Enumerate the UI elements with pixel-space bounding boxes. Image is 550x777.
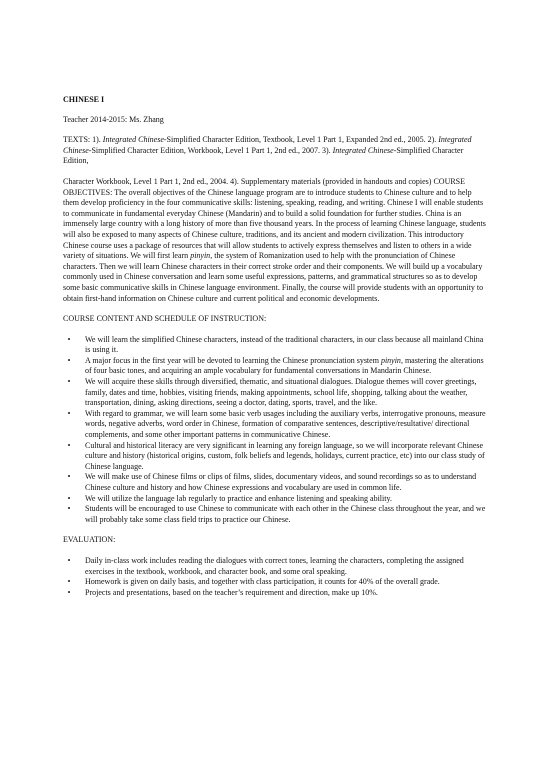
text-run: We will learn the simplified Chinese characters, instead of the traditional characters, in our class because all mainland China is using it. (85, 334, 484, 355)
text-run: Character Workbook, Level 1 Part 1, 2nd ed., 2004. 4). Supplementary materials (provided in handouts and copies) COURSE OBJECTIVES: The overall objectives of the Chinese language program are to introduce students to Chinese culture and to help them develop proficiency in the four communicative skills: listening, speaking, reading, and writing. Chinese I will enable students to communicate in fundamental everyday Chinese (Mandarin) and to build a solid foundation for further studies. China is an immensely large country with a long history of more than five thousand years. In the process of learning Chinese language, students will also be exposed to many aspects of Chinese culture, traditions, and its ancient and modern civilization. This introductory Chinese course uses a package of resources that will allow students to actively express themselves and listen to others in a wide variety of situations. We will first learn (63, 176, 486, 261)
text-run: -Simplified Character Edition, Workbook, Level 1 Part 1, 2nd ed., 2007. 3). (88, 145, 333, 155)
content-list (63, 335, 488, 526)
list-item (63, 588, 488, 599)
list-item (63, 356, 488, 377)
bullet-icon: • (67, 408, 71, 418)
italic-run: Integrated Chinese (332, 145, 394, 155)
text-run: -Simplified Character Edition, (63, 145, 464, 166)
text-run: With regard to grammar, we will learn some basic verb usages including the auxiliary verbs, interrogative pronouns, measure words, negative adverbs, word order in Chinese, formation of comparative sentences, descriptive/resultative/ directional complements, and some other important patterns in communicative Chinese. (85, 408, 486, 440)
text-run: , the system of Romanization used to help with the pronunciation of Chinese characters. Then we will learn Chinese characters in their correct stroke order and their components. We will build up a vocabulary commonly used in Chinese conversation and learn some useful expressions, patterns, and grammatical structures so as to develop some basic communicative skills in Chinese language environment. Finally, the course will provide students with an opportunity to obtain first-hand information on Chinese culture and current political and economic developments. (63, 251, 484, 303)
evaluation-heading: EVALUATION: (63, 535, 116, 545)
text-run: Daily in-class work includes reading the dialogues with correct tones, learning the characters, completing the assigned exercises in the textbook, workbook, and character book, and some oral speaking. (85, 555, 464, 576)
document-title: CHINESE I (63, 95, 105, 104)
text-run: Projects and presentations, based on the teacher’s requirement and direction, make up 10%. (85, 587, 378, 597)
italic-run: pinyin (380, 355, 401, 365)
text-run: , mastering the alterations of four basic tones, and acquiring an ample vocabulary for fundamental conversations in Mandarin Chinese. (85, 355, 484, 376)
text-run: We will acquire these skills through diversified, thematic, and situational dialogues. Dialogue themes will cover greetings, family, dates and time, hobbies, visiting friends, making appointments, school life, shopping, talking about the weather, transportation, dining, asking directions, seeing a doctor, dating, sports, travel, and the like. (85, 377, 477, 408)
text-run: Students will be encouraged to use Chinese to communicate with each other in the Chinese class throughout the year, and we will probably take some class field trips to practice our Chinese. (85, 504, 486, 524)
bullet-icon: • (67, 334, 71, 344)
objectives-paragraph (63, 177, 488, 304)
list-item (63, 504, 488, 525)
bullet-icon: • (67, 472, 71, 482)
bullet-icon: • (67, 504, 71, 514)
list-item (63, 494, 488, 505)
bullet-icon: • (67, 377, 71, 387)
list-item (63, 441, 488, 473)
text-run: Cultural and historical literacy are very significant in learning any foreign language, so we will incorporate relevant Chinese culture and history (historical origins, custom, folk beliefs and legends, holidays, current practice, etc) into our class study of Chinese language. (85, 440, 485, 471)
text-run: We will make use of Chinese films or clips of films, slides, documentary videos, and sound recordings so as to understand Chinese culture and history and how Chinese expressions and vocabulary are used in common life. (85, 472, 477, 492)
bullet-icon: • (67, 355, 71, 365)
content-heading: COURSE CONTENT AND SCHEDULE OF INSTRUCTION: (63, 314, 267, 324)
italic-run: pinyin (190, 251, 211, 261)
document-body (63, 95, 488, 608)
bullet-icon: • (67, 577, 71, 587)
list-item (63, 409, 488, 441)
text-run: Homework is given on daily basis, and together with class participation, it counts for 40% of the overall grade. (85, 577, 440, 587)
text-run: A major focus in the first year will be devoted to learning the Chinese pronunciation system (85, 355, 381, 365)
bullet-icon: • (67, 555, 71, 565)
evaluation-list (63, 556, 488, 598)
texts-paragraph (63, 135, 488, 167)
list-item (63, 556, 488, 577)
text-run: TEXTS: 1). (63, 135, 103, 145)
text-run: -Simplified Character Edition, Textbook, Level 1 Part 1, Expanded 2nd ed., 2005. 2). (163, 135, 439, 145)
list-item (63, 377, 488, 409)
italic-run: Integrated Chinese (63, 135, 472, 155)
list-item (63, 335, 488, 356)
text-run: We will utilize the language lab regularly to practice and enhance listening and speaking ability. (85, 493, 392, 503)
bullet-icon: • (67, 587, 71, 597)
bullet-icon: • (67, 493, 71, 503)
list-item (63, 577, 488, 588)
teacher-line: Teacher 2014-2015: Ms. Zhang (63, 114, 164, 124)
list-item (63, 472, 488, 493)
italic-run: Integrated Chinese (102, 135, 164, 145)
bullet-icon: • (67, 440, 71, 450)
